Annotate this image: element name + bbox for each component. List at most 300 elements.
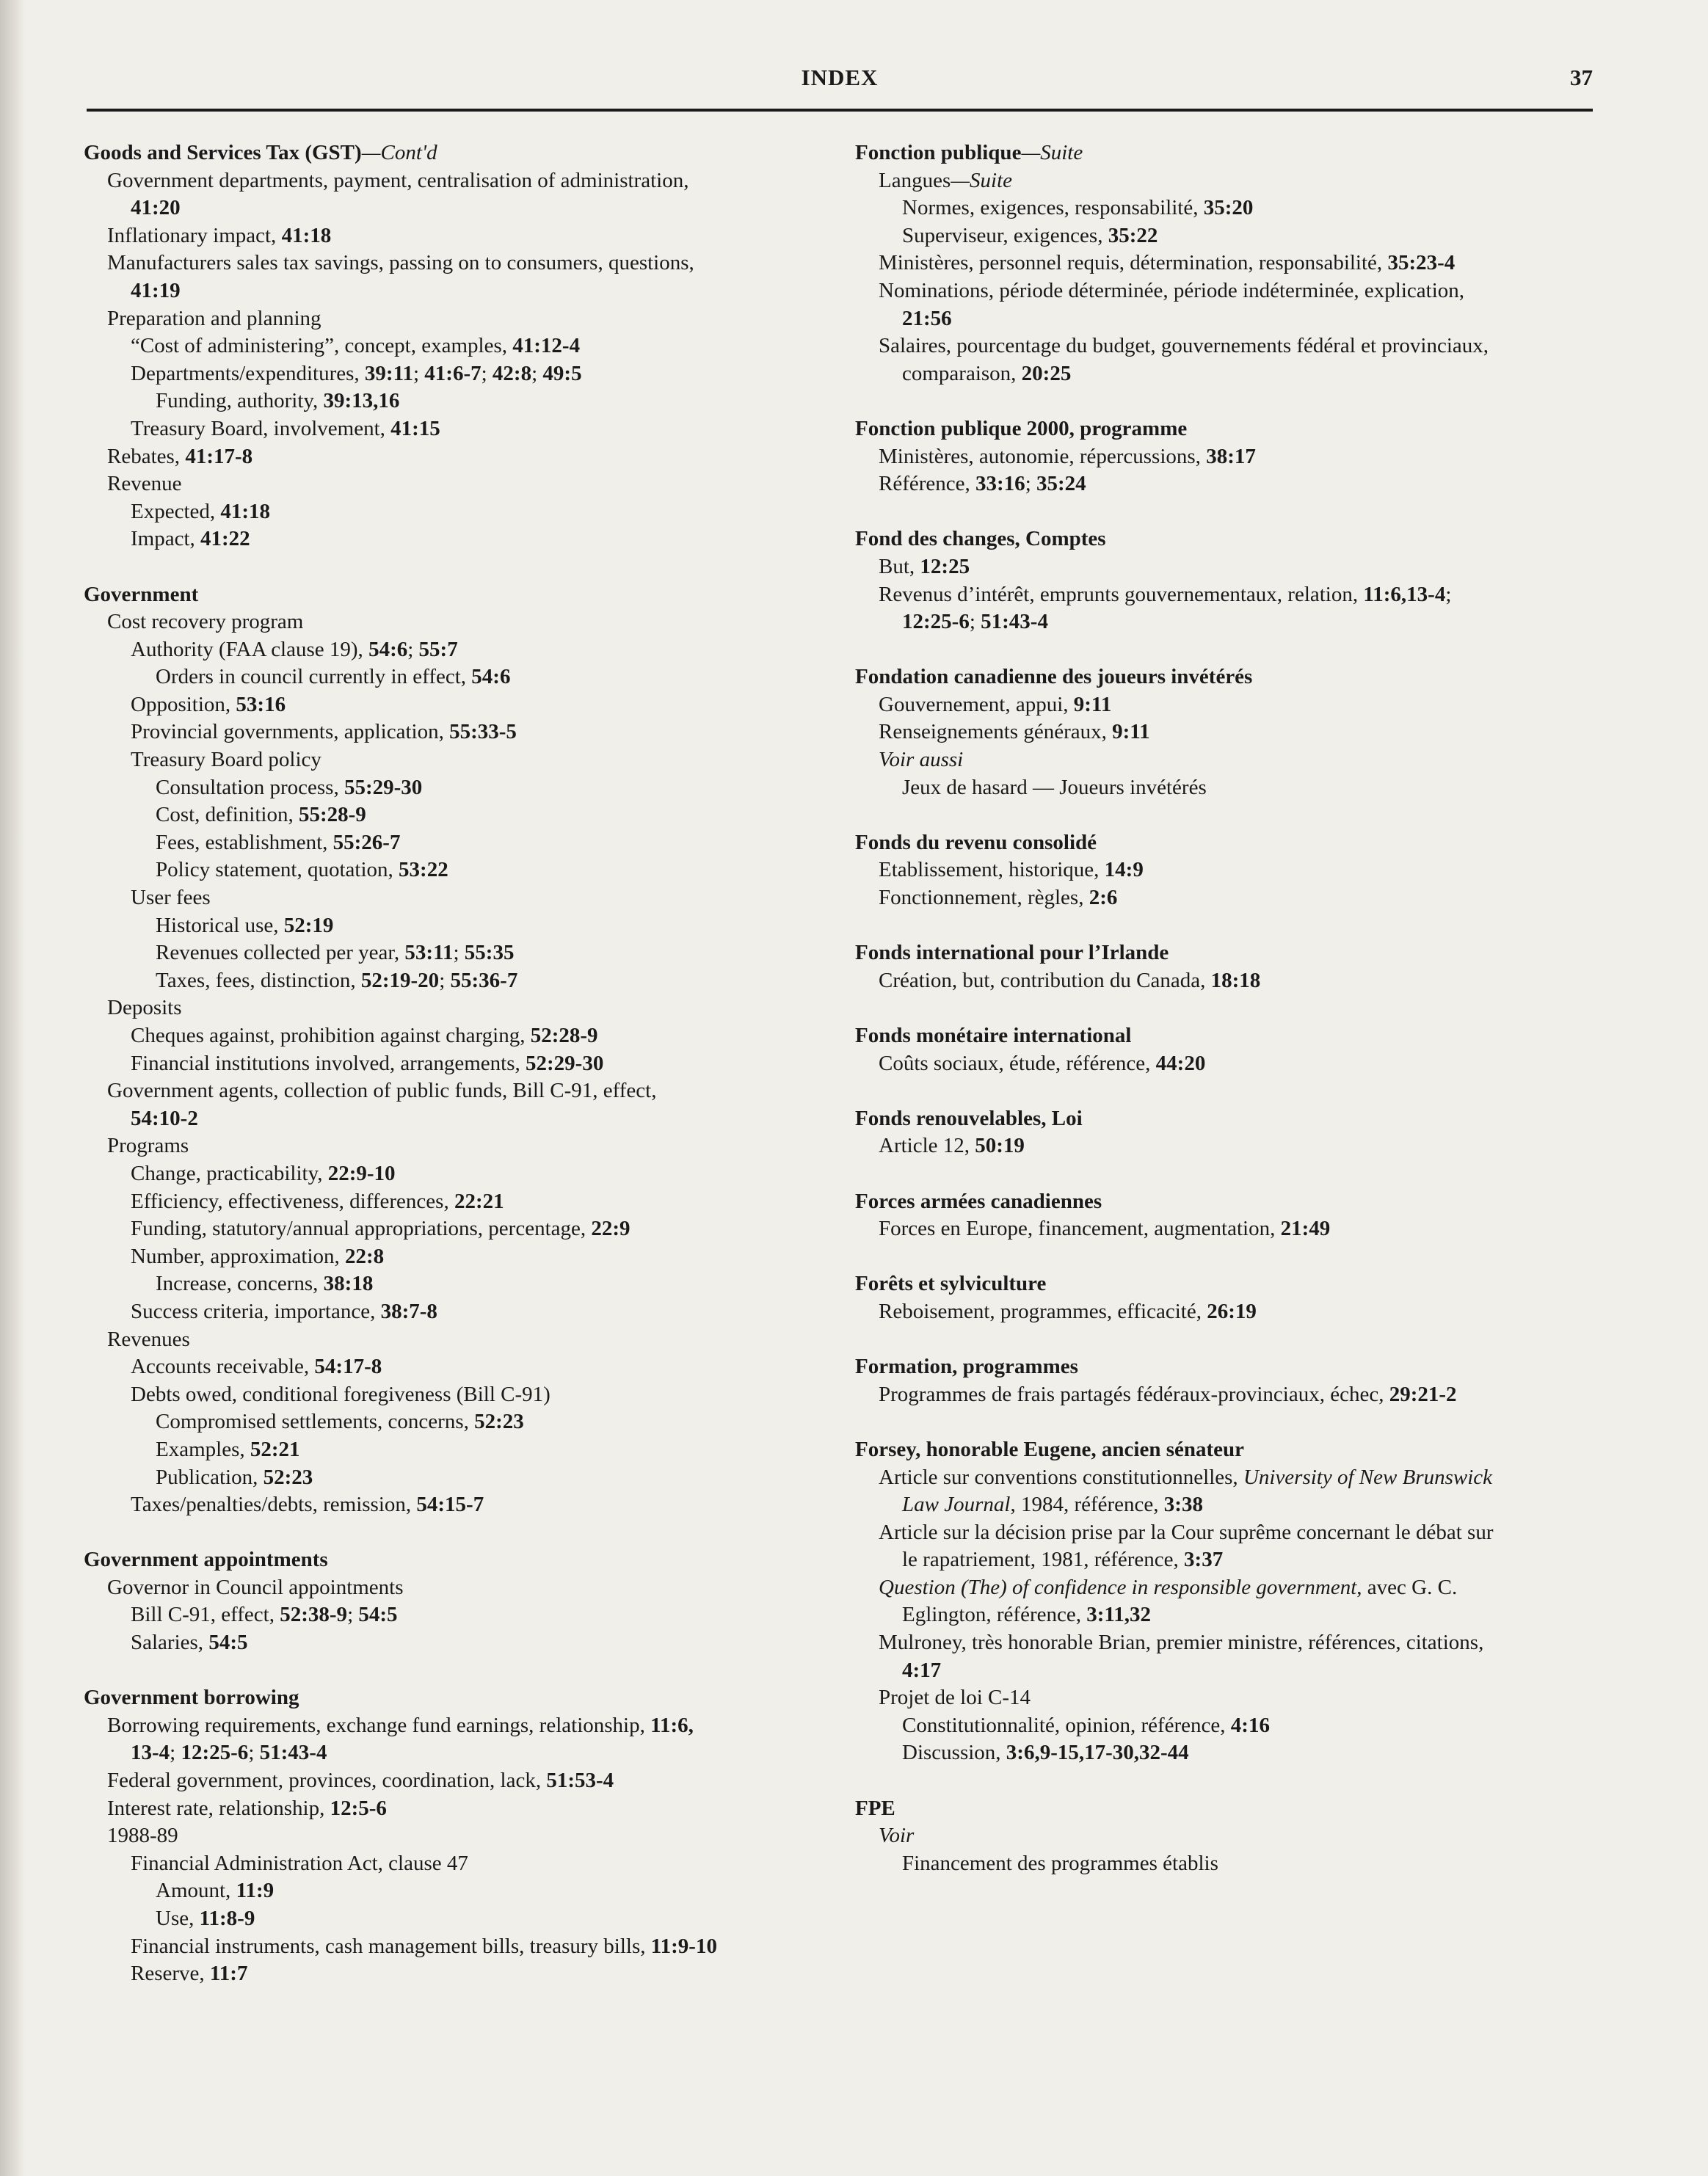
page-reference: 41:22 <box>200 527 250 551</box>
page-reference: 21:56 <box>902 306 952 330</box>
index-entry <box>855 1795 1596 1878</box>
index-subentry <box>84 194 832 222</box>
page-reference: 51:43-4 <box>259 1741 327 1765</box>
subentry-text: Governor in Council appointments <box>107 1575 404 1599</box>
subentry-text: ; <box>407 637 419 661</box>
index-subentry <box>84 801 832 829</box>
index-heading-text: Fonction publique 2000, programme <box>855 416 1188 440</box>
index-subentry <box>855 856 1596 884</box>
index-heading <box>84 139 832 167</box>
subentry-text: Use, <box>156 1907 200 1930</box>
index-subentry <box>855 1491 1596 1519</box>
subentry-text: University of New Brunswick <box>1243 1465 1493 1489</box>
subentry-text: , 1984, référence, <box>1010 1493 1164 1517</box>
subentry-text: Financial Administration Act, clause 47 <box>131 1851 468 1875</box>
subentry-text: Voir <box>879 1824 915 1848</box>
index-subentry <box>855 718 1596 746</box>
subentry-text: Voir aussi <box>879 748 964 772</box>
index-subentry <box>84 332 832 360</box>
page-reference: 41:6-7 <box>424 361 481 385</box>
page-reference: 49:5 <box>542 361 582 385</box>
index-subentry <box>84 856 832 884</box>
page-reference: 52:28-9 <box>530 1024 598 1047</box>
index-subentry <box>84 360 832 388</box>
index-subentry <box>84 1353 832 1381</box>
page-reference: 39:11 <box>364 361 413 385</box>
index-heading-text: Government <box>84 582 199 606</box>
index-subentry <box>84 1050 832 1078</box>
subentry-text: ; <box>1445 582 1452 606</box>
index-subentry <box>84 1022 832 1050</box>
page-reference: 12:25-6 <box>181 1741 249 1765</box>
index-entry <box>855 1022 1596 1077</box>
index-subentry <box>855 1739 1596 1767</box>
subentry-text: Forces en Europe, financement, augmentation, <box>879 1217 1281 1241</box>
page-reference: 12:25-6 <box>902 610 970 634</box>
index-heading <box>855 1105 1596 1133</box>
subentry-text: Reboisement, programmes, efficacité, <box>879 1299 1207 1323</box>
subentry-text: Ministères, autonomie, répercussions, <box>879 444 1207 468</box>
index-subentry <box>855 608 1596 636</box>
page-reference: 9:11 <box>1073 692 1112 716</box>
index-heading-text: Government appointments <box>84 1548 328 1572</box>
subentry-text: Nominations, période déterminée, période indéterminée, explication, <box>879 278 1465 302</box>
index-heading-text: Fonds du revenu consolidé <box>855 830 1097 854</box>
index-subentry <box>855 1850 1596 1878</box>
subentry-text: comparaison, <box>902 361 1022 385</box>
subentry-text: Fees, establishment, <box>156 830 333 854</box>
subentry-text: Etablissement, historique, <box>879 858 1105 882</box>
subentry-text: Policy statement, quotation, <box>156 858 399 882</box>
index-subentry <box>84 608 832 636</box>
index-heading <box>855 663 1596 691</box>
index-subentry <box>855 884 1596 912</box>
page-reference: 2:6 <box>1089 886 1118 910</box>
index-heading-text: FPE <box>855 1796 895 1820</box>
subentry-text: —Suite <box>951 168 1013 192</box>
index-subentry <box>84 222 832 250</box>
index-subentry <box>84 1905 832 1933</box>
subentry-text: ; <box>170 1741 181 1765</box>
page-reference: 13-4 <box>131 1741 170 1765</box>
page-reference: 41:12-4 <box>512 334 581 358</box>
subentry-text: User fees <box>131 886 211 910</box>
index-subentry <box>84 498 832 526</box>
subentry-text: Gouvernement, appui, <box>879 692 1074 716</box>
index-entry <box>855 663 1596 801</box>
index-subentry <box>84 939 832 967</box>
index-subentry <box>855 1657 1596 1685</box>
subentry-text: Departments/expenditures, <box>131 361 365 385</box>
page-reference: 53:11 <box>404 941 454 965</box>
page-reference: 41:18 <box>220 499 271 523</box>
subentry-text: Efficiency, effectiveness, differences, <box>131 1189 454 1213</box>
index-entry <box>855 525 1596 636</box>
subentry-text: ; <box>248 1741 260 1765</box>
subentry-text: Financial institutions involved, arrangements, <box>131 1051 526 1075</box>
page-reference: 26:19 <box>1207 1299 1257 1323</box>
index-subentry <box>84 1077 832 1105</box>
subentry-text: Bill C-91, effect, <box>131 1603 280 1627</box>
subentry-text: Success criteria, importance, <box>131 1299 381 1323</box>
index-subentry <box>855 1381 1596 1409</box>
index-subentry <box>855 967 1596 995</box>
page-reference: 50:19 <box>975 1134 1025 1158</box>
subentry-text: Constitutionnalité, opinion, référence, <box>902 1713 1231 1737</box>
index-subentry <box>84 718 832 746</box>
page-reference: 22:8 <box>345 1244 385 1268</box>
index-subentry <box>84 967 832 995</box>
index-subentry <box>855 360 1596 388</box>
index-heading-text: Fonds renouvelables, Loi <box>855 1106 1083 1130</box>
index-heading <box>855 939 1596 967</box>
index-subentry <box>84 1105 832 1133</box>
page-reference: 35:20 <box>1203 196 1254 220</box>
page-reference: 12:25 <box>920 554 970 578</box>
index-subentry <box>84 167 832 195</box>
index-subentry <box>84 443 832 471</box>
index-entry <box>855 1188 1596 1243</box>
subentry-text: Impact, <box>131 527 201 551</box>
index-subentry <box>855 1298 1596 1326</box>
subentry-text: “Cost of administering”, concept, examples, <box>131 334 513 358</box>
subentry-text: Number, approximation, <box>131 1244 345 1268</box>
index-subentry <box>855 222 1596 250</box>
page-reference: 21:49 <box>1280 1217 1331 1241</box>
index-heading <box>855 1795 1596 1823</box>
index-subentry <box>84 1712 832 1740</box>
page-reference: 3:38 <box>1163 1493 1203 1517</box>
subentry-text: Superviseur, exigences, <box>902 223 1108 247</box>
subentry-text: Amount, <box>156 1879 236 1903</box>
index-column-right <box>855 139 1596 1905</box>
page-reference: 54:15-7 <box>416 1493 484 1517</box>
index-entry <box>855 1436 1596 1767</box>
index-subentry <box>84 470 832 498</box>
index-heading <box>855 1022 1596 1050</box>
index-heading <box>84 1684 832 1712</box>
page-reference: 42:8 <box>492 361 532 385</box>
page-reference: 54:5 <box>358 1603 398 1627</box>
index-subentry <box>84 277 832 305</box>
page-number: 37 <box>1570 65 1593 90</box>
subentry-text: Cost recovery program <box>107 610 304 634</box>
index-heading <box>855 415 1596 443</box>
index-subentry <box>84 1795 832 1823</box>
subentry-text: Question (The) of confidence in responsible government <box>879 1575 1357 1599</box>
page-reference: 52:23 <box>474 1410 524 1434</box>
subentry-text: Article 12, <box>879 1134 975 1158</box>
subentry-text: Law Journal <box>902 1493 1011 1517</box>
subentry-text: , avec G. C. <box>1356 1575 1458 1599</box>
page-reference: 52:23 <box>263 1465 313 1489</box>
index-entry <box>855 1270 1596 1325</box>
index-subentry <box>855 305 1596 333</box>
page-reference: 41:15 <box>390 416 440 440</box>
subentry-text: Discussion, <box>902 1741 1006 1765</box>
index-entry <box>855 415 1596 498</box>
page-reference: 41:17-8 <box>185 444 253 468</box>
subentry-text: Financial instruments, cash management bills, treasury bills, <box>131 1934 651 1958</box>
index-subentry <box>84 691 832 719</box>
subentry-text: Salaires, pourcentage du budget, gouvernements fédéral et provinciaux, <box>879 334 1489 358</box>
index-heading-text: Formation, programmes <box>855 1355 1078 1379</box>
page-reference: 52:21 <box>250 1437 300 1461</box>
index-entry <box>855 1353 1596 1408</box>
index-heading-text: Fonds monétaire international <box>855 1024 1132 1047</box>
index-subentry <box>84 305 832 333</box>
index-entry <box>855 829 1596 912</box>
page-reference: 54:6 <box>368 637 408 661</box>
index-subentry <box>84 1160 832 1188</box>
index-entry <box>855 939 1596 994</box>
subentry-text: Government departments, payment, centralisation of administration, <box>107 168 689 192</box>
page-reference: 11:9-10 <box>650 1934 717 1958</box>
page-reference: 51:53-4 <box>546 1769 614 1793</box>
subentry-text: Eglington, référence, <box>902 1603 1087 1627</box>
index-subentry <box>84 250 832 277</box>
index-heading <box>855 139 1596 167</box>
page-reference: 4:16 <box>1230 1713 1270 1737</box>
index-subentry <box>84 912 832 940</box>
page-reference: 52:19-20 <box>360 968 440 992</box>
subentry-text: Renseignements généraux, <box>879 720 1113 744</box>
index-subentry <box>84 774 832 802</box>
subentry-text: Salaries, <box>131 1631 209 1655</box>
index-subentry <box>84 1601 832 1629</box>
page-reference: 55:28-9 <box>298 803 366 827</box>
subentry-text: Taxes/penalties/debts, remission, <box>131 1493 417 1517</box>
index-subentry <box>84 1574 832 1602</box>
subentry-text: Compromised settlements, concerns, <box>156 1410 475 1434</box>
page-header <box>87 65 1593 112</box>
index-heading <box>84 1546 832 1574</box>
index-entry <box>84 1684 832 1988</box>
subentry-text: But, <box>879 554 920 578</box>
index-subentry <box>855 774 1596 802</box>
index-subentry <box>855 1464 1596 1492</box>
index-subentry <box>84 1215 832 1243</box>
index-subentry <box>855 1712 1596 1740</box>
page-reference: 55:33-5 <box>449 720 517 744</box>
index-subentry <box>84 663 832 691</box>
subentry-text: Opposition, <box>131 692 236 716</box>
subentry-text: Article sur la décision prise par la Cour suprême concernant le débat sur <box>879 1520 1494 1544</box>
page-reference: 20:25 <box>1021 361 1072 385</box>
index-subentry <box>855 553 1596 581</box>
index-subentry <box>84 884 832 912</box>
page-reference: 33:16 <box>975 472 1025 496</box>
index-subentry <box>855 167 1596 195</box>
index-subentry <box>84 1436 832 1464</box>
index-subentry <box>84 1960 832 1988</box>
index-heading <box>855 1353 1596 1381</box>
page-reference: 18:18 <box>1210 968 1261 992</box>
index-subentry <box>855 1822 1596 1850</box>
subentry-text: ; <box>969 610 981 634</box>
index-heading-text: Fondation canadienne des joueurs invétérés <box>855 665 1253 689</box>
index-heading-continuation: —Suite <box>1021 141 1083 164</box>
page-reference: 4:17 <box>902 1658 942 1682</box>
page-reference: 41:19 <box>131 278 181 302</box>
index-heading-text: Fonds international pour l’Irlande <box>855 941 1169 965</box>
subentry-text: ; <box>347 1603 359 1627</box>
subentry-text: Accounts receivable, <box>131 1355 315 1379</box>
page-reference: 55:35 <box>464 941 515 965</box>
subentry-text: Revenue <box>107 472 182 496</box>
subentry-text: Examples, <box>156 1437 250 1461</box>
index-subentry <box>84 525 832 553</box>
subentry-text: Interest rate, relationship, <box>107 1796 330 1820</box>
subentry-text: ; <box>439 968 451 992</box>
subentry-text: Increase, concerns, <box>156 1272 324 1296</box>
subentry-text: Debts owed, conditional foregiveness (Bill C-91) <box>131 1382 550 1406</box>
subentry-text: le rapatriement, 1981, référence, <box>902 1548 1185 1572</box>
page-reference: 11:8-9 <box>199 1907 255 1930</box>
page-reference: 54:6 <box>471 665 511 689</box>
subentry-text: ; <box>413 361 425 385</box>
page-reference: 11:6, <box>650 1713 694 1737</box>
subentry-text: Reserve, <box>131 1962 210 1986</box>
index-subentry <box>855 1519 1596 1547</box>
index-heading <box>855 525 1596 553</box>
index-subentry <box>855 332 1596 360</box>
index-subentry <box>84 387 832 415</box>
index-subentry <box>84 1243 832 1271</box>
index-entry <box>84 139 832 553</box>
subentry-text: Taxes, fees, distinction, <box>156 968 361 992</box>
page-reference: 54:5 <box>208 1631 248 1655</box>
index-heading-text: Goods and Services Tax (GST) <box>84 141 362 164</box>
index-subentry <box>84 1381 832 1409</box>
page-reference: 11:9 <box>236 1879 275 1903</box>
index-subentry <box>84 1739 832 1767</box>
subentry-text: Programmes de frais partagés fédéraux-provinciaux, échec, <box>879 1382 1389 1406</box>
index-subentry <box>855 277 1596 305</box>
page-reference: 41:18 <box>281 223 332 247</box>
page-reference: 53:22 <box>399 858 448 882</box>
index-subentry <box>84 1822 832 1850</box>
page-reference: 29:21-2 <box>1389 1382 1457 1406</box>
index-subentry <box>84 1933 832 1961</box>
subentry-text: ; <box>453 941 465 965</box>
subentry-text: Manufacturers sales tax savings, passing on to consumers, questions, <box>107 251 694 275</box>
index-heading <box>855 1270 1596 1298</box>
subentry-text: Publication, <box>156 1465 264 1489</box>
index-subentry <box>855 194 1596 222</box>
subentry-text: Treasury Board policy <box>131 748 321 772</box>
index-subentry <box>855 746 1596 774</box>
subentry-text: Change, practicability, <box>131 1161 328 1185</box>
page-reference: 54:10-2 <box>131 1106 198 1130</box>
page-reference: 22:9 <box>591 1217 630 1241</box>
index-subentry <box>84 1491 832 1519</box>
index-entry <box>855 1105 1596 1160</box>
page-reference: 44:20 <box>1155 1051 1206 1075</box>
subentry-text: Langues <box>879 168 951 192</box>
page-reference: 38:17 <box>1206 444 1256 468</box>
page-title: INDEX <box>801 65 879 90</box>
subentry-text: Cheques against, prohibition against charging, <box>131 1024 531 1047</box>
page-reference: 38:18 <box>323 1272 374 1296</box>
index-subentry <box>84 1132 832 1160</box>
subentry-text: Treasury Board, involvement, <box>131 416 391 440</box>
subentry-text: Government agents, collection of public funds, Bill C-91, effect, <box>107 1079 657 1103</box>
page-reference: 52:19 <box>283 913 334 937</box>
subentry-text: Authority (FAA clause 19), <box>131 637 369 661</box>
page-reference: 41:20 <box>131 196 181 220</box>
index-heading-text: Fond des changes, Comptes <box>855 527 1106 551</box>
subentry-text: ; <box>1025 472 1036 496</box>
subentry-text: Fonctionnement, règles, <box>879 886 1089 910</box>
page-reference: 35:24 <box>1036 472 1086 496</box>
subentry-text: Financement des programmes établis <box>902 1851 1218 1875</box>
subentry-text: Mulroney, très honorable Brian, premier ministre, références, citations, <box>879 1631 1484 1655</box>
subentry-text: Création, but, contribution du Canada, <box>879 968 1211 992</box>
index-heading-text: Fonction publique <box>855 141 1022 164</box>
index-subentry <box>84 1877 832 1905</box>
index-subentry <box>84 1464 832 1492</box>
subentry-text: Deposits <box>107 996 182 1020</box>
subentry-text: Rebates, <box>107 444 186 468</box>
index-subentry <box>84 746 832 774</box>
index-subentry <box>855 1546 1596 1574</box>
index-entry <box>855 139 1596 387</box>
subentry-text: ; <box>481 361 493 385</box>
index-subentry <box>855 250 1596 277</box>
page-binding-edge <box>0 0 25 2176</box>
index-subentry <box>84 1270 832 1298</box>
subentry-text: Federal government, provinces, coordination, lack, <box>107 1769 547 1793</box>
index-subentry <box>855 1629 1596 1657</box>
page-reference: 3:37 <box>1184 1548 1224 1572</box>
index-subentry <box>84 1326 832 1354</box>
page-reference: 55:7 <box>418 637 458 661</box>
index-subentry <box>855 1215 1596 1243</box>
subentry-text: Funding, statutory/annual appropriations, percentage, <box>131 1217 592 1241</box>
index-heading <box>855 829 1596 857</box>
page-reference: 22:21 <box>454 1189 504 1213</box>
index-heading-continuation: —Cont'd <box>361 141 437 164</box>
index-subentry <box>84 994 832 1022</box>
page-reference: 3:6,9-15,17-30,32-44 <box>1006 1741 1189 1765</box>
index-subentry <box>855 1574 1596 1602</box>
index-subentry <box>855 1601 1596 1629</box>
index-subentry <box>855 1684 1596 1712</box>
page-reference: 38:7-8 <box>380 1299 437 1323</box>
page-reference: 11:7 <box>209 1962 248 1986</box>
subentry-text: Projet de loi C-14 <box>879 1686 1031 1710</box>
subentry-text: Référence, <box>879 472 976 496</box>
subentry-text: ; <box>531 361 543 385</box>
index-entry <box>84 581 832 1519</box>
page-reference: 53:16 <box>236 692 286 716</box>
index-subentry <box>84 1298 832 1326</box>
index-heading <box>84 581 832 609</box>
subentry-text: Ministères, personnel requis, détermination, responsabilité, <box>879 251 1388 275</box>
index-heading-text: Forces armées canadiennes <box>855 1189 1102 1213</box>
subentry-text: Jeux de hasard — Joueurs invétérés <box>902 775 1207 799</box>
index-entry <box>84 1546 832 1656</box>
subentry-text: Expected, <box>131 499 221 523</box>
index-subentry <box>84 1629 832 1657</box>
subentry-text: Preparation and planning <box>107 306 321 330</box>
subentry-text: Inflationary impact, <box>107 223 282 247</box>
index-heading <box>855 1188 1596 1216</box>
index-subentry <box>855 1050 1596 1078</box>
page-reference: 39:13,16 <box>323 389 400 413</box>
page-reference: 22:9-10 <box>327 1161 396 1185</box>
